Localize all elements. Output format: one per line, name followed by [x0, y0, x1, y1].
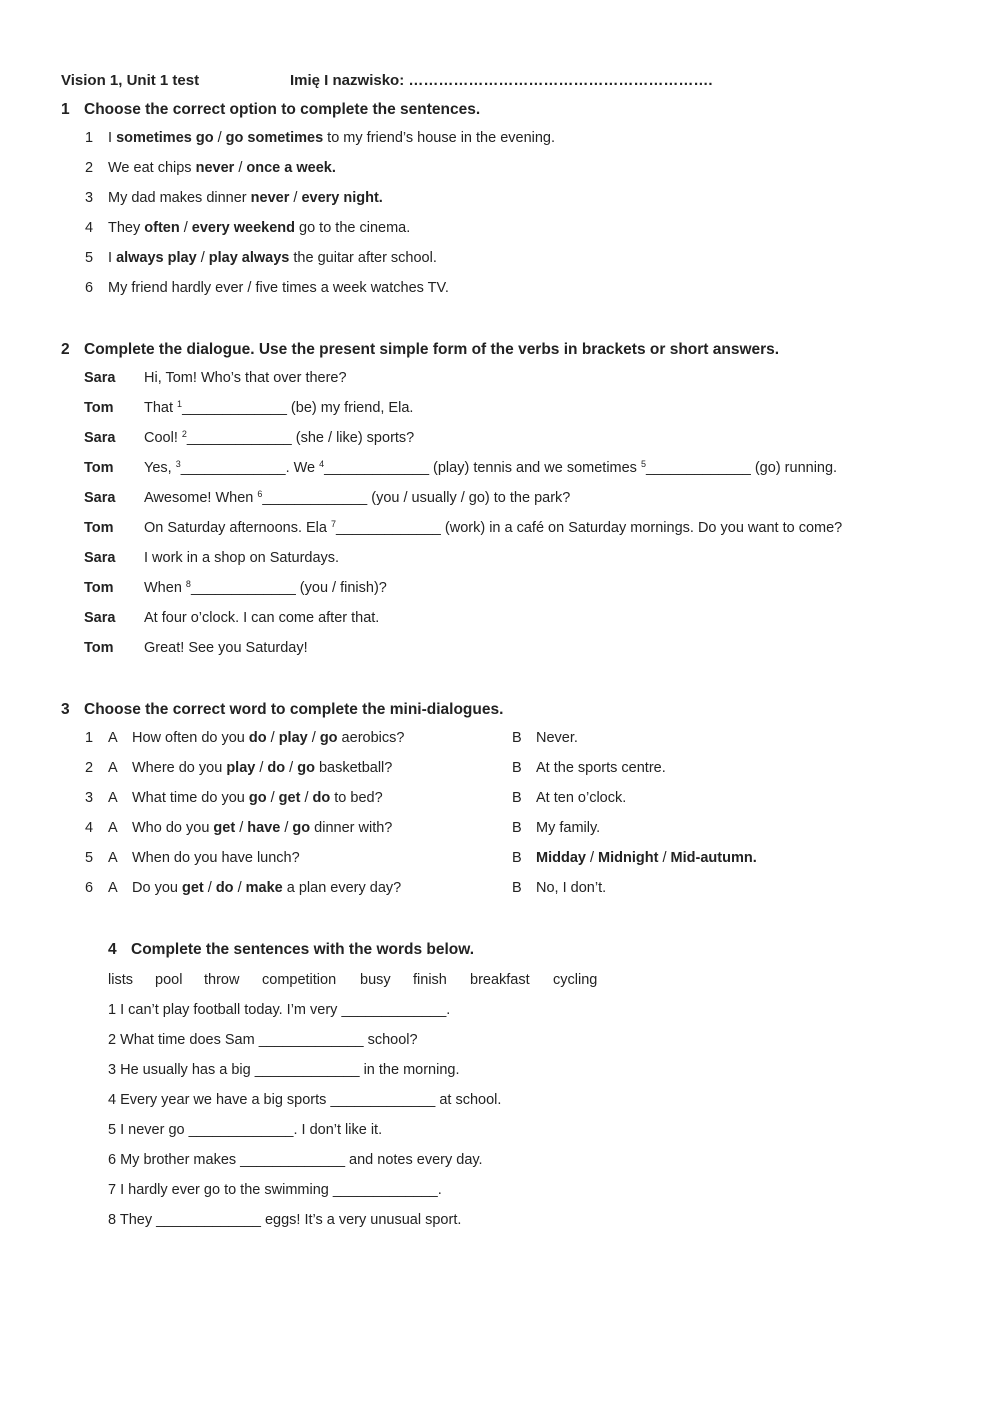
option-separator: /	[235, 820, 248, 836]
answer-text: Never.	[536, 730, 578, 746]
question-a	[132, 820, 392, 836]
answer-b	[536, 760, 666, 776]
speaker-b-label: B	[512, 820, 522, 836]
word-option[interactable]: go	[297, 760, 315, 776]
sentence-text: I	[108, 250, 117, 266]
option-separator: /	[196, 250, 209, 266]
speaker-name: Sara	[84, 370, 116, 386]
word-bank-item: lists	[108, 972, 133, 988]
sentence-text: 2 What time does Sam	[108, 1032, 259, 1048]
test-title: Vision 1, Unit 1 test	[61, 72, 200, 89]
item-number: 1	[85, 730, 94, 746]
answer-b	[536, 820, 600, 836]
word-bank-item: breakfast	[470, 972, 530, 988]
sentence-text: the guitar after school.	[289, 250, 437, 266]
speaker-b-label: B	[512, 790, 522, 806]
dialogue-text: I work in a shop on Saturdays.	[144, 550, 340, 566]
speaker-a-label: A	[108, 850, 118, 866]
dialogue-line	[144, 640, 308, 656]
word-bank-item: throw	[204, 972, 240, 988]
sentence-text: 3 He usually has a big	[108, 1062, 255, 1078]
sentence-item	[108, 1092, 501, 1108]
word-option[interactable]: play	[278, 730, 308, 746]
speaker-a-label: A	[108, 820, 118, 836]
option-separator: /	[585, 850, 599, 866]
option-choice: never	[195, 160, 235, 176]
question-text: to bed?	[330, 790, 383, 806]
word-bank-item: pool	[155, 972, 183, 988]
sentence-text: My friend hardly ever / five times a week watches TV.	[108, 280, 449, 296]
item-number: 3	[85, 790, 94, 806]
option-separator: /	[233, 880, 246, 896]
speaker-b-label: B	[512, 880, 522, 896]
answer-blank[interactable]: _____________	[186, 430, 292, 446]
answer-blank[interactable]: _____________	[336, 520, 441, 536]
gap-number: 4	[319, 459, 325, 469]
dialogue-text: (she / like) sports?	[291, 430, 415, 446]
dialogue-line	[144, 610, 379, 626]
option-separator: /	[289, 190, 302, 206]
dialogue-text: (be) my friend, Ela.	[286, 400, 414, 416]
answer-text: At ten o’clock.	[536, 790, 627, 806]
option-choice: go sometimes	[225, 130, 324, 146]
sentence-item	[108, 1002, 450, 1018]
sentence-text: 8 They	[108, 1212, 157, 1228]
speaker-name: Sara	[84, 430, 116, 446]
answer-b	[536, 790, 626, 806]
question-a	[132, 760, 392, 776]
sentence-item	[108, 1182, 442, 1198]
question-text: dinner with?	[310, 820, 393, 836]
answer-blank[interactable]: _____________	[190, 580, 296, 596]
dialogue-text: On Saturday afternoons. Ela	[144, 520, 331, 536]
dialogue-text: When	[144, 580, 186, 596]
question-text: a plan every day?	[282, 880, 402, 896]
sentence-text: They	[108, 220, 145, 236]
speaker-name: Tom	[84, 580, 114, 596]
dialogue-text: Hi, Tom! Who’s that over there?	[144, 370, 347, 386]
answer-blank[interactable]: _____________	[262, 490, 368, 506]
item-number: 6	[85, 280, 94, 296]
dialogue-text: At four o’clock. I can come after that.	[144, 610, 380, 626]
word-option[interactable]: Midnight	[598, 850, 659, 866]
word-option[interactable]: go	[292, 820, 311, 836]
sentence-text: I	[108, 130, 117, 146]
sentence-text: and notes every day.	[345, 1152, 483, 1168]
option-choice: never	[250, 190, 290, 206]
question-text: When do you have lunch?	[132, 850, 300, 866]
dialogue-text: (you / usually / go) to the park?	[367, 490, 571, 506]
speaker-name: Tom	[84, 640, 114, 656]
answer-blank[interactable]: _____________	[330, 1092, 436, 1108]
question-a	[132, 730, 404, 746]
word-option[interactable]: get	[213, 820, 236, 836]
sentence-item	[108, 160, 336, 176]
answer-b	[536, 730, 578, 746]
dialogue-line	[144, 370, 347, 386]
dialogue-text: (go) running.	[750, 460, 838, 476]
option-separator: /	[280, 820, 293, 836]
question-text: How often do you	[132, 730, 249, 746]
gap-number: 6	[257, 489, 263, 499]
question-a	[132, 880, 401, 896]
name-dots: …………………………………………………….	[408, 72, 713, 89]
speaker-name: Sara	[84, 490, 116, 506]
sentence-text: . I don’t like it.	[293, 1122, 383, 1138]
sentence-item	[108, 1062, 460, 1078]
question-a	[132, 850, 300, 866]
word-option[interactable]: Mid-autumn.	[670, 850, 757, 866]
answer-b	[536, 850, 757, 866]
answer-blank[interactable]: _____________	[180, 460, 286, 476]
dialogue-text: That	[144, 400, 178, 416]
dialogue-line	[144, 580, 387, 596]
option-choice: often	[144, 220, 180, 236]
answer-blank[interactable]: _____________	[188, 1122, 294, 1138]
name-label: Imię I nazwisko:	[290, 72, 405, 89]
word-option[interactable]: do	[312, 790, 331, 806]
option-choice: every night.	[301, 190, 383, 206]
word-bank-item: finish	[413, 972, 447, 988]
option-separator: /	[234, 160, 247, 176]
sentence-item	[108, 250, 437, 266]
item-number: 5	[85, 250, 94, 266]
name-field[interactable]	[290, 72, 713, 89]
word-bank-item: busy	[360, 972, 391, 988]
option-choice: every weekend	[191, 220, 295, 236]
section1-title: Choose the correct option to complete the sentences.	[84, 101, 481, 118]
section2-number: 2	[61, 341, 70, 358]
section3-title: Choose the correct word to complete the mini-dialogues.	[84, 701, 504, 718]
option-choice: always play	[116, 250, 197, 266]
option-separator: /	[266, 730, 279, 746]
dialogue-line	[144, 460, 837, 476]
option-choice: once a week.	[246, 160, 336, 176]
option-choice: play always	[208, 250, 290, 266]
question-text: Who do you	[132, 820, 214, 836]
item-number: 3	[85, 190, 94, 206]
answer-blank[interactable]: _____________	[182, 400, 287, 416]
sentence-text: at school.	[435, 1092, 502, 1108]
word-option[interactable]: have	[247, 820, 281, 836]
answer-blank[interactable]: _____________	[254, 1062, 360, 1078]
item-number: 4	[85, 220, 94, 236]
question-text: aerobics?	[337, 730, 405, 746]
dialogue-line	[144, 550, 339, 566]
question-text: basketball?	[314, 760, 393, 776]
dialogue-line	[144, 520, 842, 536]
answer-text: My family.	[536, 820, 601, 836]
item-number: 4	[85, 820, 94, 836]
sentence-item	[108, 220, 410, 236]
word-option[interactable]: get	[278, 790, 301, 806]
sentence-text: 4 Every year we have a big sports	[108, 1092, 331, 1108]
sentence-text: 6 My brother makes	[108, 1152, 241, 1168]
answer-blank[interactable]: _____________	[332, 1182, 438, 1198]
dialogue-line	[144, 430, 414, 446]
answer-blank[interactable]: _____________	[240, 1152, 346, 1168]
gap-number: 1	[177, 399, 183, 409]
sentence-item	[108, 190, 383, 206]
option-choice: sometimes go	[116, 130, 214, 146]
option-separator: /	[658, 850, 671, 866]
dialogue-text: (you / finish)?	[295, 580, 387, 596]
item-number: 5	[85, 850, 94, 866]
speaker-a-label: A	[108, 880, 118, 896]
item-number: 6	[85, 880, 94, 896]
option-separator: /	[300, 790, 313, 806]
sentence-item	[108, 130, 555, 146]
sentence-text: go to the cinema.	[294, 220, 411, 236]
sentence-item	[108, 1212, 461, 1228]
word-option[interactable]: play	[226, 760, 256, 776]
sentence-item	[108, 280, 449, 296]
sentence-text: to my friend’s house in the evening.	[323, 130, 556, 146]
sentence-item	[108, 1032, 418, 1048]
speaker-name: Tom	[84, 400, 114, 416]
speaker-b-label: B	[512, 850, 522, 866]
question-text: Do you	[132, 880, 182, 896]
sentence-text: 5 I never go	[108, 1122, 189, 1138]
answer-blank[interactable]: _____________	[258, 1032, 364, 1048]
answer-text: At the sports centre.	[536, 760, 666, 776]
item-number: 1	[85, 130, 94, 146]
gap-number: 2	[181, 429, 187, 439]
word-option[interactable]: make	[245, 880, 283, 896]
option-separator: /	[213, 130, 226, 146]
sentence-text: eggs! It’s a very unusual sport.	[260, 1212, 462, 1228]
gap-number: 5	[640, 459, 646, 469]
dialogue-text: . We	[285, 460, 320, 476]
dialogue-line	[144, 400, 413, 416]
option-separator: /	[179, 220, 192, 236]
sentence-text: 7 I hardly ever go to the swimming	[108, 1182, 333, 1198]
sentence-text: 1 I can’t play football today. I’m very	[108, 1002, 342, 1018]
speaker-name: Sara	[84, 610, 116, 626]
word-option[interactable]: do	[267, 760, 286, 776]
option-separator: /	[255, 760, 268, 776]
gap-number: 8	[185, 579, 191, 589]
gap-number: 7	[331, 519, 337, 529]
dialogue-text: (work) in a café on Saturday mornings. Do you want to come?	[440, 520, 843, 536]
speaker-a-label: A	[108, 760, 118, 776]
word-option[interactable]: Midday	[536, 850, 586, 866]
section1-number: 1	[61, 101, 70, 118]
answer-text: No, I don’t.	[536, 880, 607, 896]
dialogue-text: Cool!	[144, 430, 182, 446]
option-separator: /	[285, 760, 298, 776]
option-separator: /	[203, 880, 216, 896]
answer-blank[interactable]: _____________	[645, 460, 751, 476]
speaker-b-label: B	[512, 760, 522, 776]
option-separator: /	[266, 790, 279, 806]
gap-number: 3	[175, 459, 181, 469]
sentence-text: .	[446, 1002, 451, 1018]
speaker-a-label: A	[108, 790, 118, 806]
word-bank-item: competition	[262, 972, 337, 988]
section3-number: 3	[61, 701, 70, 718]
sentence-text: .	[437, 1182, 442, 1198]
answer-blank[interactable]: _____________	[156, 1212, 261, 1228]
word-bank-item: cycling	[553, 972, 598, 988]
sentence-item	[108, 1122, 382, 1138]
word-option[interactable]: do	[248, 730, 267, 746]
dialogue-line	[144, 490, 570, 506]
question-text: What time do you	[132, 790, 249, 806]
item-number: 2	[85, 160, 94, 176]
answer-blank[interactable]: _____________	[324, 460, 430, 476]
sentence-text: school?	[363, 1032, 418, 1048]
answer-b	[536, 880, 606, 896]
word-option[interactable]: go	[319, 730, 338, 746]
speaker-name: Tom	[84, 460, 114, 476]
section4-number: 4	[108, 941, 117, 958]
dialogue-text: Great! See you Saturday!	[144, 640, 308, 656]
section2-title: Complete the dialogue. Use the present simple form of the verbs in brackets or short answers.	[84, 341, 780, 358]
sentence-item	[108, 1152, 483, 1168]
dialogue-text: Awesome! When	[144, 490, 258, 506]
speaker-name: Tom	[84, 520, 114, 536]
speaker-name: Sara	[84, 550, 116, 566]
sentence-text: My dad makes dinner	[108, 190, 251, 206]
word-option[interactable]: do	[215, 880, 234, 896]
dialogue-text: (play) tennis and we sometimes	[429, 460, 641, 476]
question-text: Where do you	[132, 760, 227, 776]
question-a	[132, 790, 383, 806]
word-option[interactable]: go	[248, 790, 267, 806]
word-option[interactable]: get	[181, 880, 204, 896]
item-number: 2	[85, 760, 94, 776]
speaker-a-label: A	[108, 730, 118, 746]
sentence-text: in the morning.	[359, 1062, 460, 1078]
answer-blank[interactable]: _____________	[341, 1002, 447, 1018]
option-separator: /	[307, 730, 320, 746]
section4-title: Complete the sentences with the words below.	[131, 941, 475, 958]
speaker-b-label: B	[512, 730, 522, 746]
dialogue-text: Yes,	[144, 460, 176, 476]
sentence-text: We eat chips	[108, 160, 196, 176]
